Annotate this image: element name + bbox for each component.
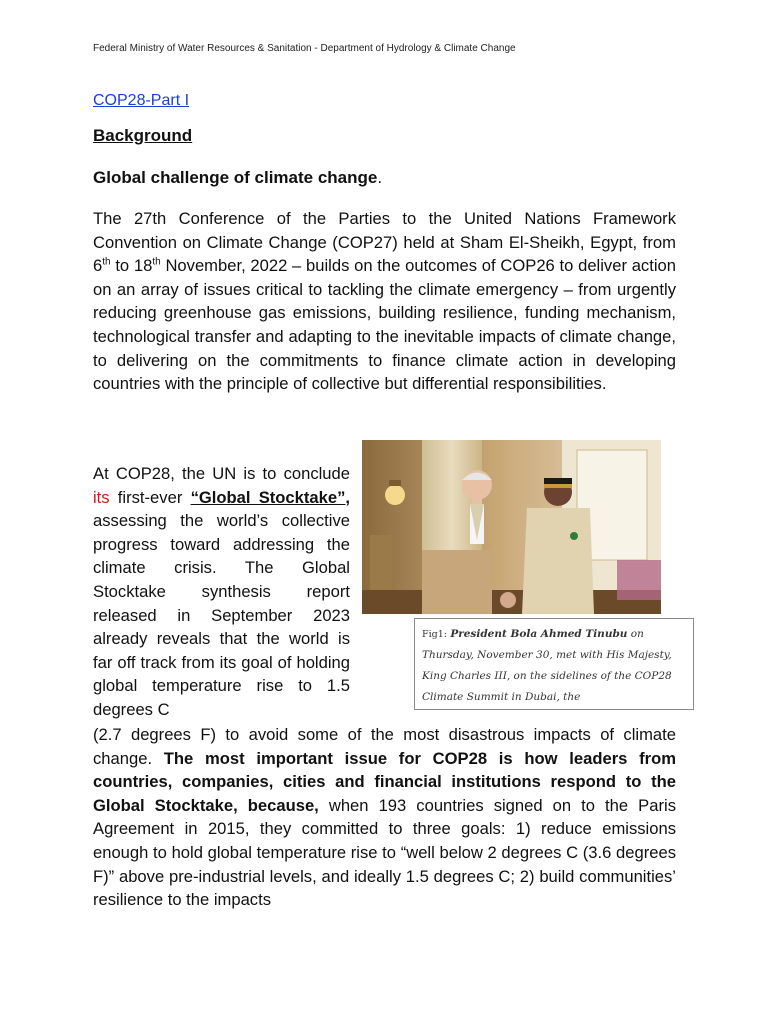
paragraph-cop28 — [93, 462, 350, 722]
para2-text-1: At COP28, the UN is to conclude — [93, 464, 350, 483]
para3-text-1: (2.7 degrees F) to avoid some of the most disastrous impacts of climate change. — [93, 725, 676, 768]
para1-sup-2: th — [152, 256, 161, 268]
para2-highlight: its — [93, 487, 110, 507]
para1-text-1: The 27th Conference of the Parties to the United Nations Framework Convention on Climate Change (COP27) held at Sham El-Sheikh, Egypt, from 6 — [93, 209, 676, 276]
para2-text-3: assessing the world’s collective progress toward addressing the climate crisis. The Global Stocktake synthesis report released in September 2023 already reveals that the world is far off track from its goal of holding global temperature rise to 1.5 degrees C — [93, 511, 350, 719]
para1-sup-1: th — [102, 256, 111, 268]
global-stocktake-term: “Global Stocktake”, — [190, 487, 351, 507]
figure-caption — [414, 618, 694, 710]
para2-text-2: first-ever — [109, 487, 191, 507]
subheading-text: Global challenge of climate change — [93, 168, 378, 187]
caption-figure-label: Fig1: — [422, 629, 447, 640]
subheading-period: . — [377, 168, 383, 187]
para3-text-2: when 193 countries signed on to the Paris Agreement in 2015, they committed to three goals: 1) reduce emissions enough to hold global temperature rise to “well below 2 degrees C (3.6 degrees F)” above pre-industrial levels, and ideally 1.5 degrees C; 2) build communities’ resilience to the impacts — [93, 795, 676, 910]
part-link[interactable]: COP28-Part I — [93, 92, 190, 109]
summit-photo — [362, 440, 661, 614]
para1-text-2: to 18 — [110, 256, 153, 276]
para1-text-3: November, 2022 – builds on the outcomes of COP26 to deliver action on an array of issues critical to tackling the climate emergency – from urgently reducing greenhouse gas emissions, building resilience, funding mechanism, technological transfer and adapting to the inevitable impacts of climate change, to delivering on the commitments to finance climate action in developing countries with the principle of collective but differential responsibilities. — [93, 256, 676, 394]
subheading — [93, 168, 382, 188]
paragraph-cop27 — [93, 207, 676, 396]
section-heading: Background — [93, 126, 193, 145]
paragraph-stocktake — [93, 723, 676, 912]
para3-bold-text: The most important issue for COP28 is how leaders from countries, companies, cities and financial institutions respond to the Global Stocktake, because, — [93, 748, 676, 815]
caption-description: on Thursday, November 30, met with His Majesty, King Charles III, on the sidelines of the COP28 Climate Summit in Dubai, the — [422, 628, 672, 703]
page-header: Federal Ministry of Water Resources & Sanitation - Department of Hydrology & Climate Change — [93, 43, 516, 54]
caption-person-name: President Bola Ahmed Tinubu — [450, 628, 628, 640]
